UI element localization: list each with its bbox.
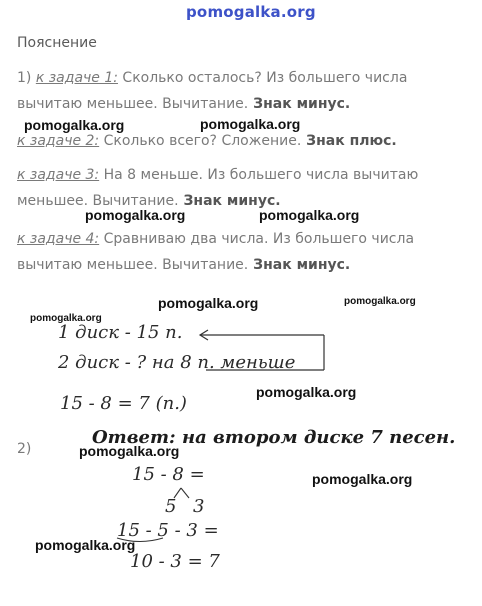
item-text: На 8 меньше. Из большего числа вычитаю bbox=[99, 167, 419, 183]
task-link-4: к задаче 4: bbox=[17, 231, 100, 247]
watermark: pomogalka.org bbox=[35, 537, 136, 553]
item-bold: Знак минус. bbox=[248, 96, 351, 112]
item-text: вычитаю меньшее. Вычитание. bbox=[17, 96, 249, 112]
calc-line-1: 15 - 8 = bbox=[132, 464, 205, 485]
calc-line-3: 10 - 3 = 7 bbox=[130, 551, 220, 572]
item-text: Сколько осталось? Из большего числа bbox=[117, 70, 408, 86]
decomposition-part-b: 3 bbox=[193, 496, 205, 517]
watermark: pomogalka.org bbox=[85, 207, 186, 223]
watermark: pomogalka.org bbox=[312, 471, 413, 487]
decomposition-part-a: 5 bbox=[165, 496, 177, 517]
watermark: pomogalka.org bbox=[79, 443, 180, 459]
handwritten-answer: Ответ: на втором диске 7 песен. bbox=[92, 427, 456, 448]
watermark: pomogalka.org bbox=[158, 295, 259, 311]
watermark: pomogalka.org bbox=[256, 384, 357, 400]
task-link-3: к задаче 3: bbox=[17, 167, 100, 183]
section-heading: Пояснение bbox=[17, 35, 97, 51]
item-number: 1) bbox=[17, 70, 32, 86]
task-link-2: к задаче 2: bbox=[17, 133, 100, 149]
task-link-1: к задаче 1: bbox=[35, 70, 118, 86]
watermark: pomogalka.org bbox=[30, 313, 102, 324]
item-text: Сравниваю два числа. Из большего числа bbox=[99, 231, 415, 247]
item-bold: Знак минус. bbox=[178, 193, 281, 209]
watermark: pomogalka.org bbox=[200, 116, 301, 132]
part-2-number: 2) bbox=[17, 441, 32, 457]
watermark: pomogalka.org bbox=[24, 117, 125, 133]
watermark-top: pomogalka.org bbox=[186, 3, 316, 21]
handwritten-line-1: 1 диск - 15 п. bbox=[58, 322, 183, 343]
item-text: Сколько всего? Сложение. bbox=[99, 133, 302, 149]
item-bold: Знак минус. bbox=[248, 257, 351, 273]
handwritten-solution: 15 - 8 = 7 (п.) bbox=[60, 393, 187, 414]
item-bold: Знак плюс. bbox=[301, 133, 397, 149]
watermark: pomogalka.org bbox=[259, 207, 360, 223]
watermark: pomogalka.org bbox=[344, 296, 416, 307]
comparison-arrow bbox=[200, 330, 324, 370]
item-text: вычитаю меньшее. Вычитание. bbox=[17, 257, 249, 273]
handwritten-line-2: 2 диск - ? на 8 п. меньше bbox=[58, 352, 296, 373]
item-text: меньшее. Вычитание. bbox=[17, 193, 179, 209]
calc-line-2: 15 - 5 - 3 = bbox=[117, 520, 219, 541]
